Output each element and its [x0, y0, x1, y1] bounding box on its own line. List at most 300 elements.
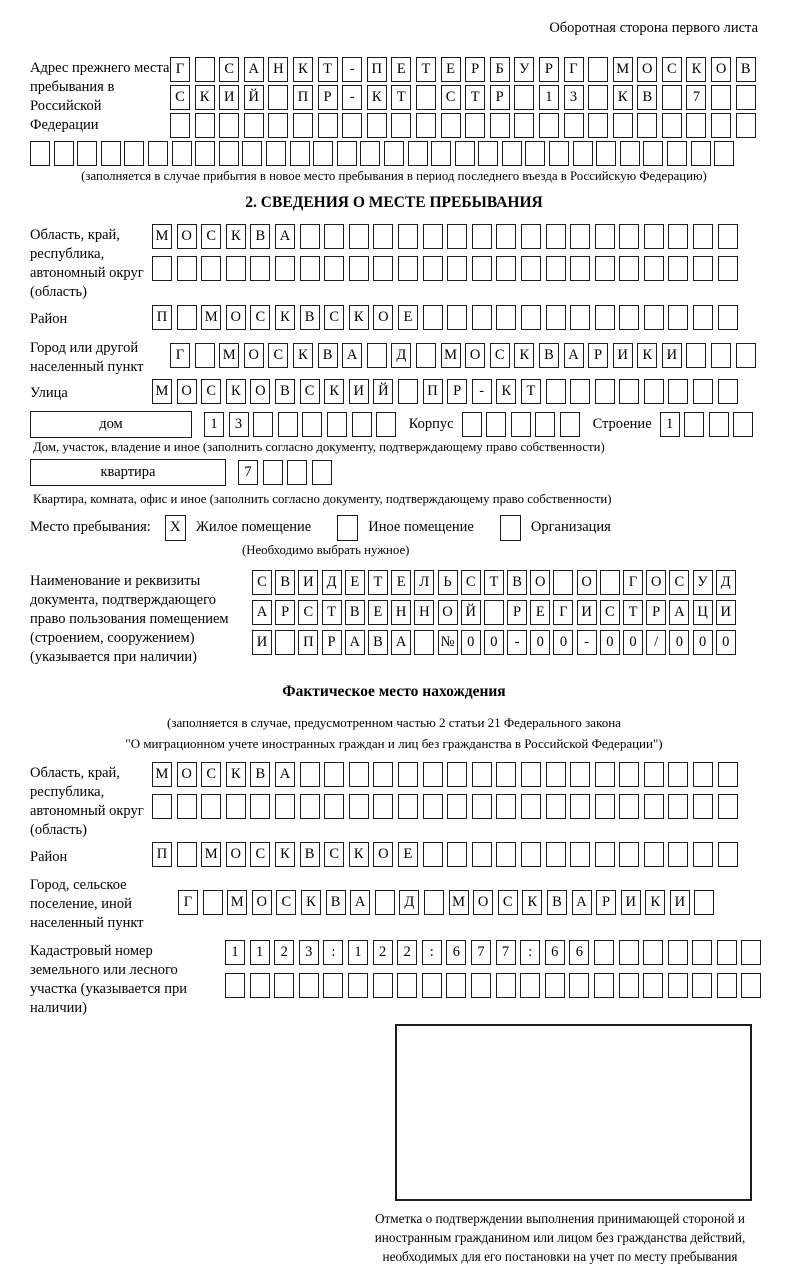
- char-box: 0: [623, 630, 643, 655]
- char-box: А: [275, 224, 295, 249]
- char-box: [226, 256, 246, 281]
- char-box: -: [472, 379, 492, 404]
- char-box: [521, 762, 541, 787]
- char-box: Д: [716, 570, 736, 595]
- char-box: [693, 762, 713, 787]
- apartment-note: Квартира, комната, офис и иное (заполнить согласно документу, подтверждающему право собственности): [33, 491, 612, 506]
- char-box: Й: [461, 600, 481, 625]
- char-box: Р: [539, 57, 559, 82]
- char-box: [714, 141, 734, 166]
- char-box: [502, 141, 522, 166]
- char-box: [564, 113, 584, 138]
- char-box: [170, 113, 190, 138]
- char-box: [373, 762, 393, 787]
- char-grid-stroenie: [660, 412, 758, 437]
- char-box: С: [201, 224, 221, 249]
- char-box: [619, 379, 639, 404]
- char-grid-prev-address-3: [170, 113, 760, 138]
- char-box: [570, 224, 590, 249]
- char-box: [398, 379, 418, 404]
- house-note: Дом, участок, владение и иное (заполнить согласно документу, подтверждающему право собственности): [33, 439, 605, 454]
- char-box: [324, 762, 344, 787]
- char-box: /: [646, 630, 666, 655]
- char-box: [472, 762, 492, 787]
- char-box: Р: [447, 379, 467, 404]
- house-type-box: дом: [30, 411, 192, 438]
- char-box: [546, 256, 566, 281]
- field-apartment: [30, 459, 758, 486]
- char-box: Г: [170, 343, 190, 368]
- char-box: №: [438, 630, 458, 655]
- char-box: С: [252, 570, 272, 595]
- char-box: И: [670, 890, 690, 915]
- char-box: [644, 842, 664, 867]
- char-box: [219, 113, 239, 138]
- char-box: Т: [368, 570, 388, 595]
- char-box: М: [219, 343, 239, 368]
- char-box: [718, 842, 738, 867]
- char-box: [733, 412, 753, 437]
- checkbox-organization: [500, 515, 521, 541]
- char-box: 1: [539, 85, 559, 110]
- char-box: [447, 256, 467, 281]
- char-box: [514, 85, 534, 110]
- char-box: И: [716, 600, 736, 625]
- char-box: [668, 305, 688, 330]
- char-box: 0: [600, 630, 620, 655]
- char-box: [521, 224, 541, 249]
- char-box: [643, 940, 663, 965]
- field-city: [30, 337, 758, 377]
- char-box: [549, 141, 569, 166]
- char-grid-fact-region-2: [152, 794, 758, 819]
- char-box: К: [226, 762, 246, 787]
- char-box: [447, 794, 467, 819]
- section2-title: 2. СВЕДЕНИЯ О МЕСТЕ ПРЕБЫВАНИЯ: [245, 194, 543, 211]
- char-box: [573, 141, 593, 166]
- char-box: С: [170, 85, 190, 110]
- char-box: :: [323, 940, 343, 965]
- char-box: И: [252, 630, 272, 655]
- char-box: К: [275, 305, 295, 330]
- char-box: К: [613, 85, 633, 110]
- char-box: Р: [596, 890, 616, 915]
- char-box: [644, 379, 664, 404]
- char-box: [447, 762, 467, 787]
- char-box: Д: [322, 570, 342, 595]
- char-box: [520, 973, 540, 998]
- char-box: [718, 762, 738, 787]
- char-box: [600, 570, 620, 595]
- char-box: И: [621, 890, 641, 915]
- char-grid-document-1: [252, 570, 758, 595]
- char-box: Д: [391, 343, 411, 368]
- char-box: [300, 762, 320, 787]
- char-box: [447, 224, 467, 249]
- char-box: 3: [299, 940, 319, 965]
- char-box: А: [345, 630, 365, 655]
- char-box: К: [496, 379, 516, 404]
- char-box: В: [345, 600, 365, 625]
- char-box: [201, 794, 221, 819]
- char-box: [486, 412, 506, 437]
- char-box: С: [201, 379, 221, 404]
- char-box: [177, 794, 197, 819]
- char-box: [693, 256, 713, 281]
- char-box: [263, 460, 283, 485]
- char-box: В: [318, 343, 338, 368]
- char-box: [300, 224, 320, 249]
- char-box: Г: [170, 57, 190, 82]
- char-box: С: [300, 379, 320, 404]
- char-box: 7: [471, 940, 491, 965]
- char-box: М: [152, 224, 172, 249]
- char-box: О: [250, 379, 270, 404]
- char-box: [471, 973, 491, 998]
- char-box: [348, 973, 368, 998]
- char-box: [595, 256, 615, 281]
- char-box: К: [349, 842, 369, 867]
- char-box: [496, 842, 516, 867]
- char-box: [201, 256, 221, 281]
- char-box: В: [326, 890, 346, 915]
- char-box: Е: [530, 600, 550, 625]
- char-box: О: [177, 224, 197, 249]
- char-box: [570, 305, 590, 330]
- fact-district-label: Район: [30, 848, 68, 865]
- char-box: [496, 224, 516, 249]
- char-box: Ц: [693, 600, 713, 625]
- char-box: О: [177, 762, 197, 787]
- char-box: -: [577, 630, 597, 655]
- char-box: 2: [397, 940, 417, 965]
- stroenie-label: Строение: [592, 415, 652, 432]
- char-box: [668, 762, 688, 787]
- char-box: [570, 379, 590, 404]
- char-box: Е: [441, 57, 461, 82]
- char-box: [668, 379, 688, 404]
- char-box: [462, 412, 482, 437]
- char-box: [54, 141, 74, 166]
- char-box: У: [514, 57, 534, 82]
- char-box: Р: [490, 85, 510, 110]
- char-box: [423, 256, 443, 281]
- char-box: В: [507, 570, 527, 595]
- char-box: М: [152, 762, 172, 787]
- char-box: [553, 570, 573, 595]
- korpus-label: Корпус: [408, 415, 454, 432]
- actual-location-note: [30, 713, 758, 753]
- char-box: [619, 940, 639, 965]
- char-box: О: [252, 890, 272, 915]
- char-box: [472, 256, 492, 281]
- char-box: [148, 141, 168, 166]
- char-box: [250, 973, 270, 998]
- char-box: [472, 224, 492, 249]
- char-box: [219, 141, 239, 166]
- char-box: Н: [268, 57, 288, 82]
- region-label: Область, край, республика, автономный округ (область): [30, 227, 144, 301]
- fact-region-label: Область, край, республика, автономный округ (область): [30, 764, 144, 839]
- char-box: [441, 113, 461, 138]
- field-document: [30, 570, 758, 668]
- char-box: [588, 57, 608, 82]
- char-box: С: [298, 600, 318, 625]
- char-box: [668, 256, 688, 281]
- char-box: [376, 412, 396, 437]
- char-box: 7: [238, 460, 258, 485]
- fact-city-label: Город, сельское поселение, иной населенный пункт: [30, 877, 144, 932]
- char-box: С: [276, 890, 296, 915]
- apartment-type-box: квартира: [30, 459, 226, 486]
- char-box: М: [449, 890, 469, 915]
- char-box: [736, 343, 756, 368]
- char-grid-apartment-number: [238, 460, 336, 485]
- char-box: О: [177, 379, 197, 404]
- char-box: [349, 256, 369, 281]
- char-box: О: [373, 305, 393, 330]
- char-box: О: [711, 57, 731, 82]
- char-box: [177, 256, 197, 281]
- char-box: [594, 940, 614, 965]
- field-house: [30, 411, 758, 438]
- char-box: [253, 412, 273, 437]
- char-box: В: [368, 630, 388, 655]
- char-box: [545, 973, 565, 998]
- char-box: П: [152, 305, 172, 330]
- char-box: 1: [348, 940, 368, 965]
- char-box: [423, 224, 443, 249]
- char-box: [521, 794, 541, 819]
- char-box: И: [349, 379, 369, 404]
- actual-location-note-line2: "О миграционном учете иностранных граждан и лиц без гражданства в Российской Федерации"): [125, 735, 663, 751]
- char-box: [692, 973, 712, 998]
- char-box: С: [600, 600, 620, 625]
- char-box: [478, 141, 498, 166]
- char-box: К: [686, 57, 706, 82]
- option-other-premises-label: Иное помещение: [368, 519, 474, 536]
- prev-address-label: Адрес прежнего места пребывания в Российской Федерации: [30, 60, 170, 134]
- char-box: [546, 842, 566, 867]
- char-box: [268, 113, 288, 138]
- char-box: [521, 842, 541, 867]
- char-box: К: [226, 379, 246, 404]
- char-box: [693, 305, 713, 330]
- char-box: 0: [461, 630, 481, 655]
- option-organization-label: Организация: [530, 519, 611, 536]
- char-box: [373, 794, 393, 819]
- page-header-note: Оборотная сторона первого листа: [549, 20, 758, 36]
- char-box: [278, 412, 298, 437]
- char-box: [472, 842, 492, 867]
- char-box: В: [547, 890, 567, 915]
- char-box: В: [275, 379, 295, 404]
- char-box: [535, 412, 555, 437]
- char-box: Д: [399, 890, 419, 915]
- cadastre-label: Кадастровый номер земельного или лесного участка (указывается при наличии): [30, 942, 187, 1016]
- char-box: [596, 141, 616, 166]
- char-grid-cadastre-1: [225, 940, 766, 965]
- char-box: [693, 794, 713, 819]
- char-box: [496, 762, 516, 787]
- char-grid-korpus: [462, 412, 585, 437]
- char-box: С: [441, 85, 461, 110]
- char-box: К: [226, 224, 246, 249]
- char-box: [539, 113, 559, 138]
- char-box: -: [342, 57, 362, 82]
- char-box: Е: [391, 570, 411, 595]
- char-box: В: [300, 842, 320, 867]
- char-box: [349, 762, 369, 787]
- char-box: П: [423, 379, 443, 404]
- char-box: [302, 412, 322, 437]
- char-box: К: [514, 343, 534, 368]
- char-box: С: [324, 305, 344, 330]
- char-box: [447, 842, 467, 867]
- char-box: [595, 842, 615, 867]
- char-box: [455, 141, 475, 166]
- char-box: [570, 762, 590, 787]
- char-box: [668, 794, 688, 819]
- char-box: [424, 890, 444, 915]
- char-box: [416, 343, 436, 368]
- city-label: Город или другой населенный пункт: [30, 339, 144, 375]
- char-box: [644, 305, 664, 330]
- char-box: М: [227, 890, 247, 915]
- char-box: [546, 224, 566, 249]
- char-box: [595, 794, 615, 819]
- char-grid-fact-region-1: [152, 762, 758, 787]
- char-box: В: [275, 570, 295, 595]
- char-grid-city: [170, 343, 760, 368]
- char-box: О: [646, 570, 666, 595]
- char-box: 0: [693, 630, 713, 655]
- char-box: :: [520, 940, 540, 965]
- char-box: М: [201, 305, 221, 330]
- char-box: О: [637, 57, 657, 82]
- char-box: -: [507, 630, 527, 655]
- char-box: [668, 973, 688, 998]
- char-box: [686, 113, 706, 138]
- char-box: [644, 794, 664, 819]
- char-box: [398, 256, 418, 281]
- char-box: С: [250, 305, 270, 330]
- char-grid-house-number: [204, 412, 401, 437]
- char-box: [360, 141, 380, 166]
- char-box: [667, 141, 687, 166]
- char-box: [152, 256, 172, 281]
- field-fact-city: [30, 874, 758, 933]
- char-box: Т: [484, 570, 504, 595]
- char-box: А: [391, 630, 411, 655]
- char-box: -: [342, 85, 362, 110]
- stamp-area: [360, 1024, 760, 1266]
- char-box: К: [367, 85, 387, 110]
- char-box: [472, 305, 492, 330]
- char-box: [195, 141, 215, 166]
- char-box: Т: [322, 600, 342, 625]
- char-box: Р: [646, 600, 666, 625]
- char-box: [595, 224, 615, 249]
- char-box: [416, 85, 436, 110]
- char-box: О: [530, 570, 550, 595]
- char-box: И: [298, 570, 318, 595]
- char-box: П: [298, 630, 318, 655]
- char-box: К: [522, 890, 542, 915]
- char-box: 1: [225, 940, 245, 965]
- char-box: В: [300, 305, 320, 330]
- char-box: Т: [623, 600, 643, 625]
- char-box: [546, 379, 566, 404]
- char-box: [619, 305, 639, 330]
- field-prev-address: [30, 57, 758, 141]
- checkbox-residential: X: [165, 515, 186, 541]
- char-box: У: [693, 570, 713, 595]
- char-grid-prev-address-2: [170, 85, 760, 110]
- char-box: [490, 113, 510, 138]
- char-box: [323, 973, 343, 998]
- char-box: О: [226, 842, 246, 867]
- char-box: В: [250, 762, 270, 787]
- char-box: И: [662, 343, 682, 368]
- char-box: [373, 973, 393, 998]
- char-box: [367, 113, 387, 138]
- char-box: К: [195, 85, 215, 110]
- char-box: [668, 224, 688, 249]
- char-box: [691, 141, 711, 166]
- char-grid-document-3: [252, 630, 758, 655]
- char-box: [398, 224, 418, 249]
- char-box: [496, 305, 516, 330]
- char-box: О: [465, 343, 485, 368]
- char-box: Й: [244, 85, 264, 110]
- char-box: [152, 794, 172, 819]
- char-box: К: [324, 379, 344, 404]
- char-box: 6: [446, 940, 466, 965]
- char-box: [375, 890, 395, 915]
- char-box: [741, 940, 761, 965]
- char-box: [398, 762, 418, 787]
- field-region: [30, 224, 758, 303]
- char-box: К: [645, 890, 665, 915]
- char-box: С: [461, 570, 481, 595]
- char-box: А: [350, 890, 370, 915]
- char-box: [423, 305, 443, 330]
- char-box: [662, 85, 682, 110]
- char-box: О: [577, 570, 597, 595]
- char-box: И: [577, 600, 597, 625]
- char-box: [431, 141, 451, 166]
- char-box: [643, 141, 663, 166]
- char-box: 0: [716, 630, 736, 655]
- char-box: [644, 224, 664, 249]
- char-box: [693, 224, 713, 249]
- char-box: [525, 141, 545, 166]
- char-box: 6: [545, 940, 565, 965]
- char-box: Й: [373, 379, 393, 404]
- char-box: [644, 256, 664, 281]
- char-box: [250, 794, 270, 819]
- char-box: [242, 141, 262, 166]
- field-fact-region: [30, 762, 758, 841]
- char-box: [465, 113, 485, 138]
- char-box: [711, 113, 731, 138]
- char-box: 7: [496, 940, 516, 965]
- char-box: [266, 141, 286, 166]
- char-box: [423, 794, 443, 819]
- char-box: 2: [373, 940, 393, 965]
- char-box: [349, 794, 369, 819]
